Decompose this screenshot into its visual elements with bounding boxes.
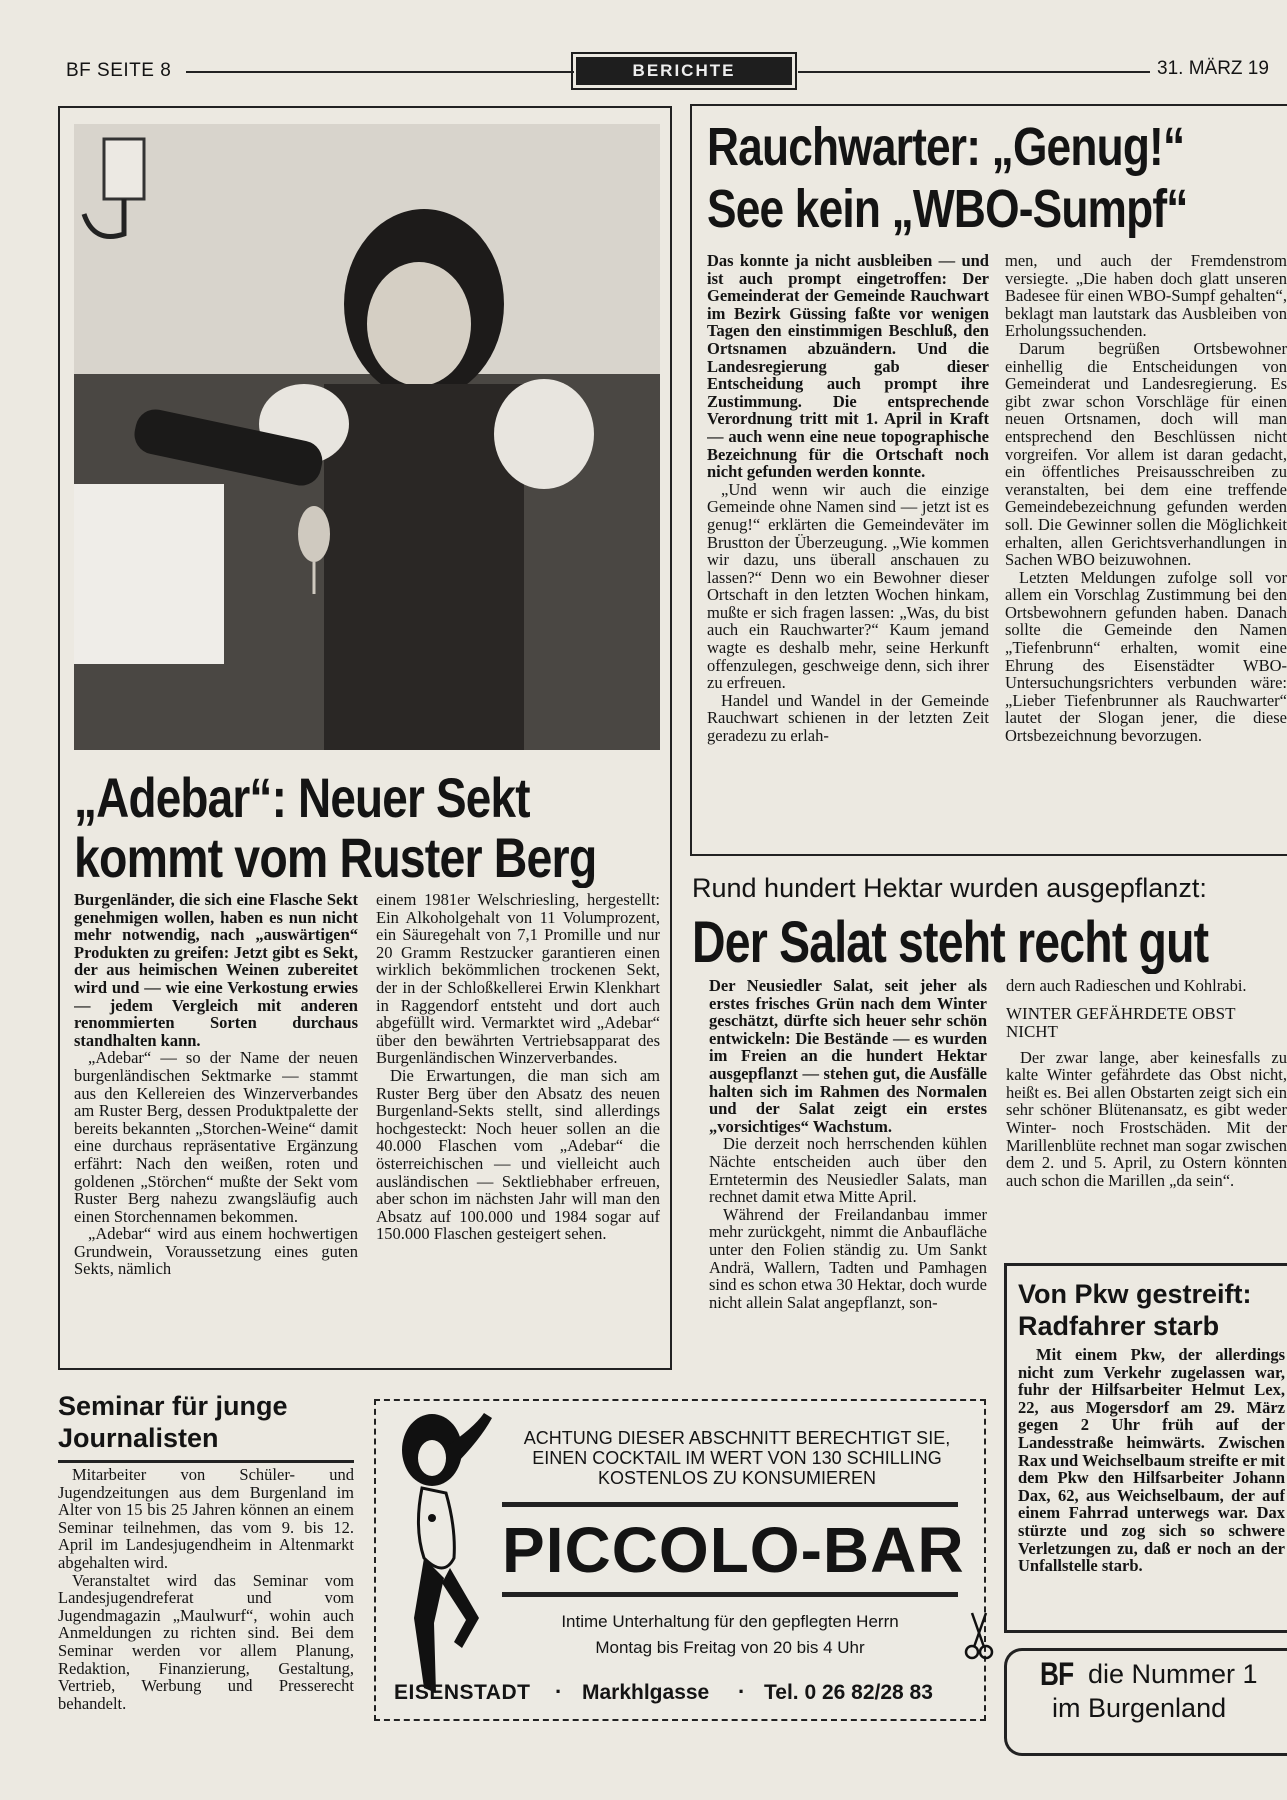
salat-column-2 [1006, 977, 1287, 1249]
adebar-paragraph: „Adebar“ — so der Name der neuen burgenländischen Sektmarke — stammt aus den Kellereien des Winzerverbandes am Ruster Berg, dessen Produktpalette der bereits bekannten „Storchen-Weine“ damit eine durchaus repräsentative Ergänzung erfährt: Nach den weißen, roten und goldenen „Störchen“ mußte der Sekt vom Ruster Berg nahezu zwangsläufig auch einen Storchennamen bekommen. [74, 1048, 358, 1226]
salat-paragraph: dern auch Radieschen und Kohlrabi. [1006, 977, 1247, 995]
salat-paragraph: Der zwar lange, aber keinesfalls zu kalte Winter gefährdete das Obst nicht, heißt es. Bei allen Obstarten zeigt sich ein sehr schöner Blütenansatz, es gibt weder Winter- noch Frostschäden. Mit der Marillenblüte rechnet man sogar zwischen dem 2. und 5. April, zu Ostern könnten auch schon die Marillen „da sein“. [1006, 1047, 1287, 1190]
ad-notice-line-1: ACHTUNG DIESER ABSCHNITT BERECHTIGT SIE, [523, 1428, 951, 1448]
pkw-headline-1: Von Pkw gestreift: [1018, 1279, 1252, 1309]
adebar-paragraph: Die Erwartungen, die man sich am Ruster Berg über den Absatz des neuen Burgenland-Sekts stellt, sind allerdings hochgesteckt: Noch heuer sollen an die 40.000 Flaschen vom „Adebar“ die österreichischen — und vielleicht auch ausländischen — Sektliebhaber erfreuen, aber schon im nächsten Jahr will man den Absatz auf 100.000 und 1984 sogar auf 150.000 Flaschen gesteigert sehen. [376, 1065, 660, 1244]
pkw-headline-2: Radfahrer starb [1018, 1311, 1220, 1341]
ad-hours: Montag bis Freitag von 20 bis 4 Uhr [595, 1638, 865, 1657]
page-date: 31. MÄRZ 19 [1157, 58, 1269, 79]
woman-pouring-sekt-photo [74, 124, 660, 750]
seminar-paragraph: Veranstaltet wird das Seminar vom Landesjugendreferat und vom Jugendmagazin „Maulwurf“, wohin auch Anmeldungen zu richten sind. Bei dem Seminar werden vor allem Planung, Redaktion, Finanzierung, Gestaltung, Vertrieb, Werbung und Presserecht behandelt. [58, 1570, 354, 1713]
ad-tagline: Intime Unterhaltung für den gepflegten Herrn [561, 1612, 899, 1631]
scissors-icon[interactable] [964, 1610, 994, 1660]
ad-street: Markhlgasse [582, 1681, 710, 1704]
rauchwart-paragraph: „Und wenn wir auch die einzige Gemeinde ohne Namen sind — jetzt ist es genug!“ erklärten die Gemeindeväter im Brustton der Überzeugung. „Wie kommen wir dazu, uns überall anschauen zu lassen?“ Denn wo ein Bewohner dieser Ortschaft in den letzten Wochen hinkam, mußte er sich fragen lassen: „Was, du bist auch ein Rauchwarter?“ Kaum jemand wagte es deshalb mehr, seine Herkunft offenzulegen, geschweige denn, sich ihrer zu erfreuen. [707, 479, 989, 693]
page-label: BF SEITE 8 [66, 60, 172, 81]
dancer-silhouette-icon [384, 1408, 500, 1708]
rauchwart-lead: Das konnte ja nicht ausbleiben — und ist auch prompt eingetroffen: Der Gemeinderat der Gemeinde Rauchwart im Bezirk Güssing faßte vor wenigen Tagen den einstimmigen Beschluß, den Ortsnamen abzuändern. Und die Landesregierung gab dieser Entscheidung auch prompt ihre Zustimmung. Die entsprechende Verordnung tritt mit 1. April in Kraft — auch wenn eine neue topographische Bezeichnung für die Ortschaft noch nicht gefunden werden konnte. [707, 252, 989, 482]
ad-separator: · [555, 1679, 563, 1704]
adebar-column-2 [376, 891, 660, 1357]
ad-notice-line-2: EINEN COCKTAIL IM WERT VON 130 SCHILLING [532, 1448, 942, 1468]
ad-separator: · [738, 1679, 746, 1704]
ad-notice-line-3: KOSTENLOS ZU KONSUMIEREN [597, 1468, 877, 1488]
seminar-body [58, 1466, 354, 1738]
ad-bar-name: PICCOLO-BAR [502, 1514, 965, 1586]
rauchwart-headline-2: See kein „WBO-Sumpf“ [707, 180, 1188, 238]
rauchwart-paragraph: Letzten Meldungen zufolge soll vor allem ein Vorschlag Zustimmung bei den Ortsbewohnern gefunden haben. Danach sollte die Gemeinde den Namen „Tiefenbrunn“ erhalten, womit eine Ehrung des Eisenstädter WBO-Untersuchungsrichters verbunden wäre: „Lieber Tiefenbrunner als Rauchwarter“ lautet der Slogan jener, die diese Ortsbezeichnung bevorzugen. [1005, 567, 1287, 746]
seminar-rule [58, 1460, 354, 1463]
ad-city: EISENSTADT [394, 1681, 531, 1704]
rauchwart-paragraph: Handel und Wandel in der Gemeinde Rauchwart schienen in der letzten Zeit geradezu zu erlah- [707, 690, 989, 746]
adebar-paragraph: „Adebar“ wird aus einem hochwertigen Grundwein, Voraussetzung eines guten Sekts, nämlich [74, 1224, 358, 1279]
rauchwart-column-1 [707, 252, 989, 844]
adebar-lead: Burgenländer, die sich eine Flasche Sekt genehmigen wollen, haben es nun nicht mehr notwendig, nach „auswärtigen“ Produkten zu greifen: Jetzt gibt es Sekt, der aus heimischen Weinen zubereitet wird und — wie eine Verkostung erwies — jedem Vergleich mit anderen renommierten Sorten durchaus standhalten kann. [74, 891, 358, 1050]
header-rule-left [186, 71, 574, 73]
adebar-column-1 [74, 891, 358, 1357]
adebar-headline-2: kommt vom Ruster Berg [74, 828, 597, 888]
header-rule-right [798, 71, 1150, 73]
seminar-paragraph: Mitarbeiter von Schüler- und Jugendzeitungen aus dem Burgenland im Alter von 15 bis 25 Jahren können an einem Seminar teilnehmen, das vom 9. bis 12. April im Landesjugendheim in Altenmarkt abgehalten wird. [58, 1466, 354, 1572]
ad-rule-top [502, 1502, 958, 1507]
ad-rule-bottom [502, 1592, 958, 1597]
rauchwart-headline-1: Rauchwarter: „Genug!“ [707, 118, 1185, 176]
salat-paragraph: Die derzeit noch herrschenden kühlen Nächte entscheiden auch über den Erntetermin des Neusiedler Salats, man rechnet damit etwa Mitte April. [709, 1134, 987, 1207]
adebar-paragraph: einem 1981er Welschriesling, hergestellt: Ein Alkoholgehalt von 11 Volumprozent, ein Säuregehalt von 7,1 Promille und nur 20 Gramm Restzucker garantieren einen wirklich bekömmlichen trockenen Sekt, der in der Schloßkellerei Erwin Klenkhart in Raggendorf entsteht und dort auch abgefüllt wird. Vermarktet wird „Adebar“ über den bewährten Vertriebsapparat des Burgenländischen Winzerverbandes. [376, 891, 660, 1068]
rauchwart-paragraph: men, und auch der Fremdenstrom versiegte. „Die haben doch glatt unseren Badesee für einen WBO-Sumpf gehalten“, beklagt man lautstark das Ausbleiben von Erholungssuchenden. [1005, 252, 1287, 341]
salat-column-1 [709, 977, 987, 1375]
seminar-headline-1: Seminar für junge [58, 1391, 288, 1421]
rauchwart-paragraph: Darum begrüßen Ortsbewohner einhellig die Entscheidungen von Gemeinderat und Landesregierung. Es gibt zwar schon Vorschläge für einen neuen Ortsnamen, doch will man entsprechend den Beschlüssen nicht vorgreifen. Vor allem ist daran gedacht, ein öffentliches Preisausschreiben zu veranstalten, bei dem eine treffende Gemeindebezeichnung gefunden werden soll. Die Gewinner sollen die Möglichkeit erhalten, allen Gerichtsverhandlungen in Sachen WBO beizuwohnen. [1005, 338, 1287, 570]
ad-phone: Tel. 0 26 82/28 83 [764, 1681, 933, 1704]
seminar-headline-2: Journalisten [58, 1423, 219, 1453]
promo-line-2: im Burgenland [1052, 1693, 1227, 1723]
adebar-headline-1: „Adebar“: Neuer Sekt [74, 768, 530, 828]
salat-kicker: Rund hundert Hektar wurden ausgepflanzt: [692, 873, 1207, 903]
photo-illustration [74, 124, 660, 750]
section-label: BERICHTE [576, 57, 792, 85]
promo-line-1: die Nummer 1 [1088, 1659, 1258, 1689]
bf-logo: BF [1040, 1656, 1074, 1692]
salat-lead: Der Neusiedler Salat, seit jeher als erstes frisches Grün nach dem Winter geschätzt, dürfte sich heuer sehr schön entwickeln: Die Bestände — es wurden im Freien an die hundert Hektar ausgepflanzt — stehen gut, die Ausfälle halten sich im Rahmen des Normalen und der Salat zeigt ein erstes „vorsichtiges“ Wachstum. [709, 977, 987, 1136]
salat-paragraph: Während der Freilandanbau immer mehr zurückgeht, nimmt die Anbaufläche unter den Folien ständig zu. Um Sankt Andrä, Wallern, Tadten und Pamhagen sind es schon etwa 30 Hektar, doch wurde nicht allein Salat angepflanzt, son- [709, 1204, 987, 1312]
salat-headline: Der Salat steht recht gut [692, 912, 1209, 974]
pkw-body: Mit einem Pkw, der allerdings nicht zum Verkehr zugelassen war, fuhr der Hilfsarbeiter Helmut Lex, 22, aus Mogersdorf am 29. März gegen 2 Uhr früh auf der Landesstraße heimwärts. Zwischen Rax und Weichselbaum streifte er mit dem Pkw den Hilfsarbeiter Johann Dax, 62, aus Weichselbaum, der auf einem Fahrrad unterwegs war. Dax stürzte und zog sich so schwere Verletzungen zu, daß er noch an der Unfallstelle starb. [1018, 1346, 1285, 1576]
rauchwart-column-2 [1005, 252, 1287, 844]
salat-subhead: WINTER GEFÄHRDETE OBST NICHT [1006, 1003, 1236, 1041]
